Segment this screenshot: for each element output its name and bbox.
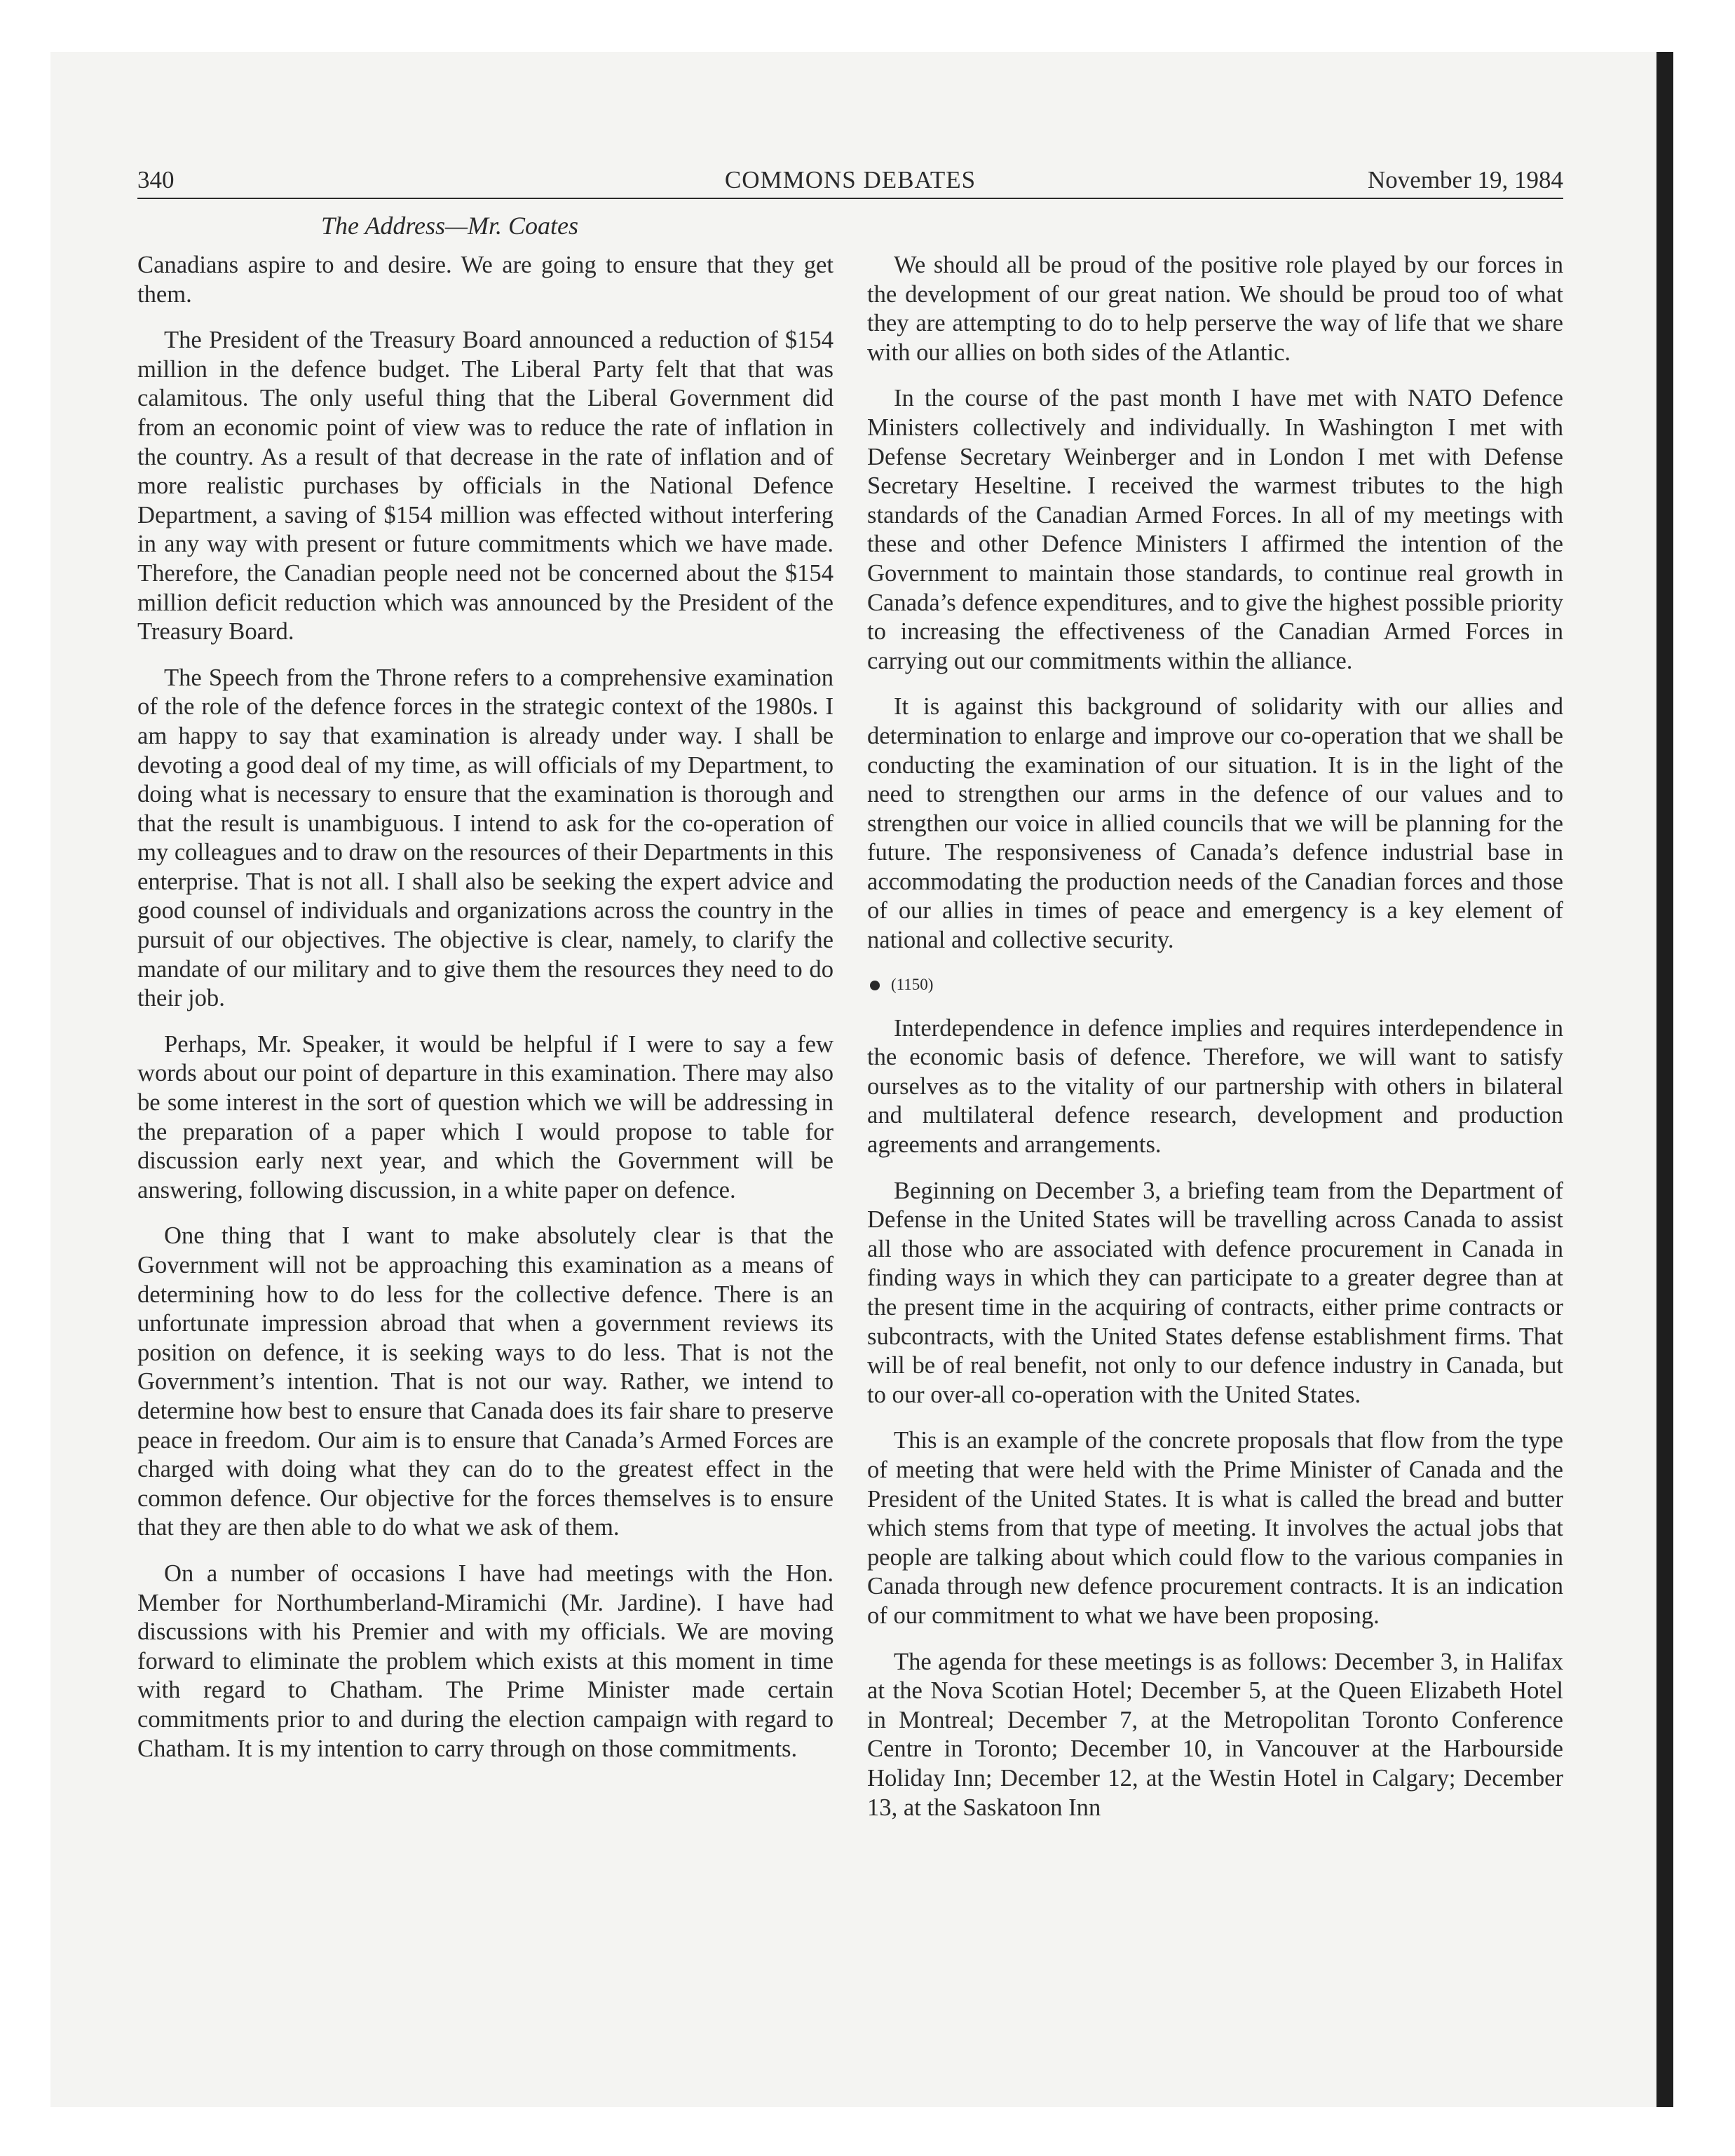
paragraph: Beginning on December 3, a briefing team from the Department of Defense in the United States will be travelling across Canada to assist all those who are associated with defence procurement in Canada in finding ways in which they can participate to a greater degree than at the present time in the acquiring of contracts, either prime contracts or subcontracts, with the United States defense establishment firms. That will be of real benefit, not only to our defence industry in Canada, but to our over-all co-operation with the United States.: [867, 1177, 1563, 1408]
paragraph: It is against this background of solidarity with our allies and determination to enlarge and improve our co-operation that we shall be conducting the examination of our situation. It is in the light of the need to strengthen our arms in the defence of our values and to strengthen our voice in allied councils that we will be planning for the future. The responsiveness of Canada’s defence industrial base in accommodating the production needs of the Canadian forces and those of our allies in times of peace and emergency is a key element of national and collective security.: [867, 693, 1563, 954]
paragraph: On a number of occasions I have had meetings with the Hon. Member for Northumberland-Miramichi (Mr. Jardine). I have had discussions with his Premier and with my officials. We are moving forward to eliminate the problem which exists at this moment in time with regard to Chatham. The Prime Minister made certain commitments prior to and during the election campaign with regard to Chatham. It is my intention to carry through on those commitments.: [137, 1560, 834, 1762]
running-head-text: The Address—Mr. Coates: [321, 212, 579, 240]
page-number: 340: [137, 166, 175, 193]
paragraph: The Speech from the Throne refers to a comprehensive examination of the role of the defence forces in the strategic context of the 1980s. I am happy to say that examination is already under way. I shall be devoting a good deal of my time, as will officials of my Department, to doing what is necessary to ensure that the examination is thorough and that the result is unambiguous. I intend to ask for the co-operation of my colleagues and to draw on the resources of their Departments in this enterprise. That is not all. I shall also be seeking the expert advice and good counsel of individuals and organizations across the country in the pursuit of our objectives. The objective is clear, namely, to clarify the mandate of our military and to give them the resources they need to do their job.: [137, 664, 834, 1012]
running-head: [137, 210, 834, 241]
left-column: [137, 251, 834, 1780]
page-header: [137, 163, 1563, 198]
issue-date: November 19, 1984: [1368, 166, 1563, 193]
paragraph: The President of the Treasury Board announced a reduction of $154 million in the defence budget. The Liberal Party felt that that was calamitous. The only useful thing that the Liberal Government did from an economic point of view was to reduce the rate of inflation in the country. As a result of that decrease in the rate of inflation and of more realistic purchases by officials in the National Defence Department, a saving of $154 million was effected without interfering in any way with present or future commitments which we have made. Therefore, the Canadian people need not be concerned about the $154 million deficit reduction which was announced by the President of the Treasury Board.: [137, 327, 834, 646]
right-column: [867, 251, 1563, 1839]
publication-title: COMMONS DEBATES: [724, 166, 977, 193]
binding-edge: [1656, 52, 1673, 2107]
paragraph: In the course of the past month I have met with NATO Defence Ministers collectively and individually. In Washington I met with Defense Secretary Weinberger and in London I met with Defense Secretary Heseltine. I received the warmest tributes to the high standards of the Canadian Armed Forces. In all of my meetings with these and other Defence Ministers I affirmed the intention of the Government to maintain those standards, to continue real growth in Canada’s defence expenditures, and to give the highest possible priority to increasing the effectiveness of the Canadian Armed Forces in carrying out our commitments within the alliance.: [867, 385, 1563, 674]
paragraph: The agenda for these meetings is as follows: December 3, in Halifax at the Nova Scotian Hotel; December 5, at the Queen Elizabeth Hotel in Montreal; December 7, at the Metropolitan Toronto Conference Centre in Toronto; December 10, in Vancouver at the Harbourside Holiday Inn; December 12, at the Westin Hotel in Calgary; December 13, at the Saskatoon Inn: [867, 1648, 1563, 1821]
paragraph: Perhaps, Mr. Speaker, it would be helpful if I were to say a few words about our point of departure in this examination. There may also be some interest in the sort of question which we will be addressing in the preparation of a paper which I would propose to table for discussion early next year, and which the Government will be answering, following discussion, in a white paper on defence.: [137, 1030, 834, 1203]
paragraph: Canadians aspire to and desire. We are going to ensure that they get them.: [137, 252, 834, 308]
paragraph: One thing that I want to make absolutely clear is that the Government will not be approaching this examination as a means of determining how to do less for the collective defence. There is an unfortunate impression abroad that when a government reviews its position on defence, it is seeking ways to do less. That is not the Government’s intention. That is not our way. Rather, we intend to determine how best to ensure that Canada does its fair share to preserve peace in freedom. Our aim is to ensure that Canada’s Armed Forces are charged with doing what they can do to the greatest effect in the common defence. Our objective for the forces themselves is to ensure that they are then able to do what we ask of them.: [137, 1222, 834, 1541]
paragraph: This is an example of the concrete proposals that flow from the type of meeting that were held with the Prime Minister of Canada and the President of the United States. It is what is called the bread and butter which stems from that type of meeting. It involves the actual jobs that people are talking about which could flow to the various companies in Canada through new defence procurement contracts. It is an indication of our commitment to what we have been proposing.: [867, 1427, 1563, 1629]
header-rule: [137, 198, 1563, 199]
bullet-icon: [870, 981, 880, 990]
time-marker-text: (1150): [891, 975, 934, 993]
time-marker: [870, 972, 1563, 997]
paragraph: Interdependence in defence implies and requires interdependence in the economic basis of defence. Therefore, we will want to satisfy ourselves as to the vitality of our partnership with others in bilateral and multilateral defence research, development and production agreements and arrangements.: [867, 1014, 1563, 1159]
paragraph: We should all be proud of the positive role played by our forces in the development of our great nation. We should be proud too of what they are attempting to do to help perserve the way of life that we share with our allies on both sides of the Atlantic.: [867, 252, 1563, 366]
